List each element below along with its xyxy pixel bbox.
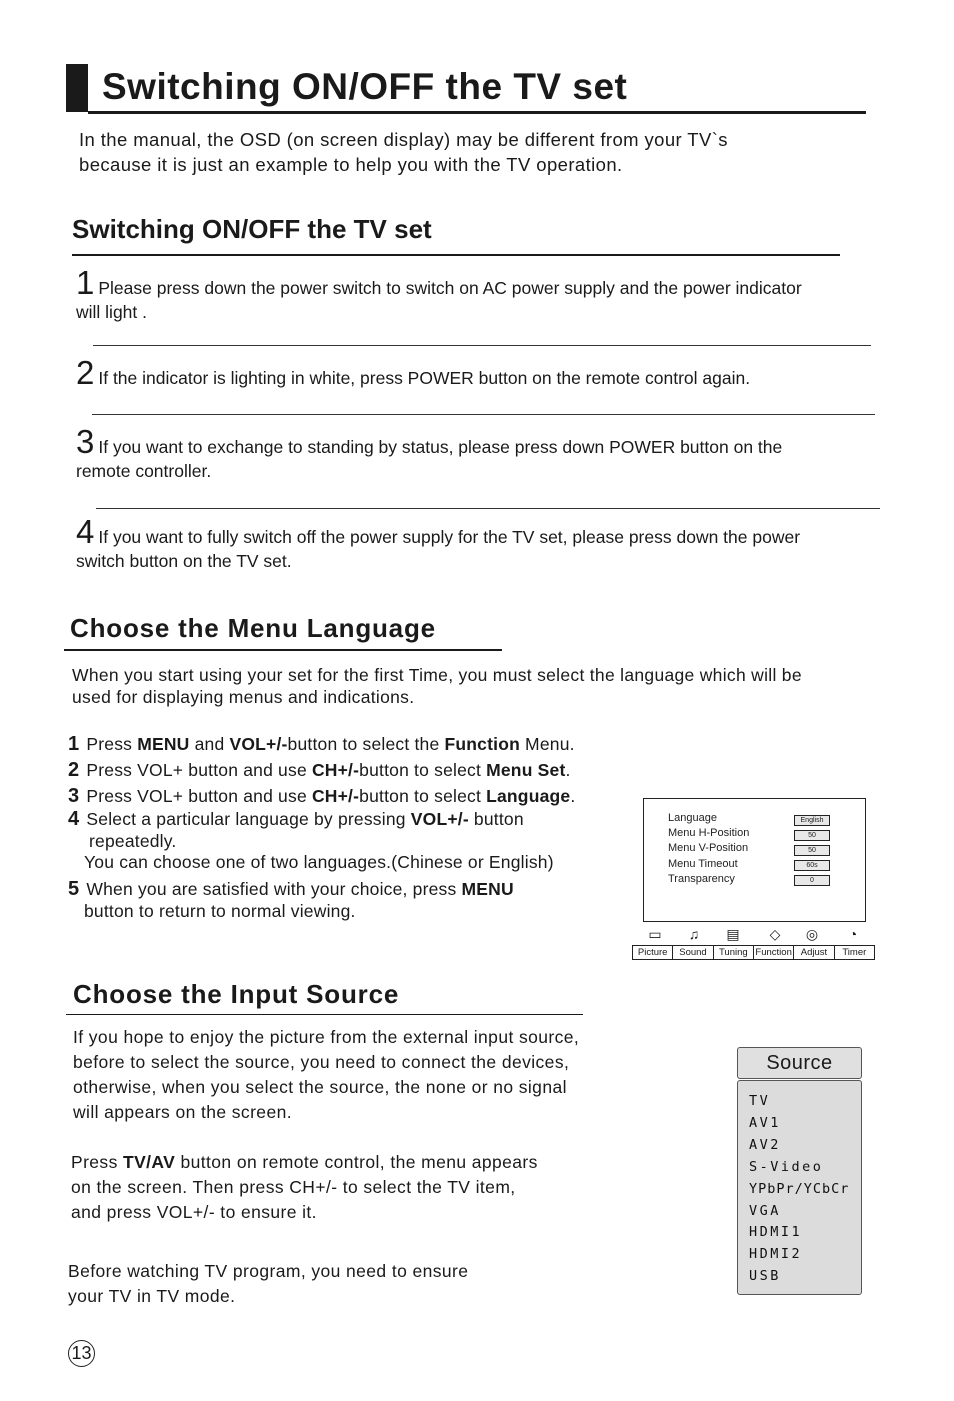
step-text: button to select: [359, 760, 487, 780]
ch-key: CH+/-: [311, 760, 360, 780]
osd-tabs: [632, 945, 875, 960]
step-text: Press: [86, 734, 138, 754]
language-step-3: [68, 783, 668, 809]
step-text: Menu.: [519, 734, 575, 754]
power-step-4: [76, 513, 916, 573]
source-item-av2: AV2: [749, 1137, 781, 1153]
source-para-line: on the screen. Then press CH+/- to select the TV item,: [71, 1177, 516, 1197]
step-text: button to return to normal viewing.: [84, 901, 356, 921]
source-para-line: before to select the source, you need to connect the devices,: [73, 1052, 570, 1072]
step-text: Press VOL+ button and use: [86, 786, 312, 806]
source-text: button on remote control, the menu appears: [175, 1152, 538, 1172]
adjust-icon: ◎: [805, 926, 819, 942]
menu-key: MENU: [137, 734, 190, 754]
step-text: and: [189, 734, 230, 754]
separator: [96, 508, 880, 509]
function-icon: ◇: [769, 926, 781, 942]
step-text: If you want to fully switch off the power supply for the TV set, please press down the power: [98, 527, 801, 547]
step-text: button: [468, 809, 524, 829]
step-text: Press VOL+ button and use: [86, 760, 312, 780]
language-step-2: [68, 757, 668, 783]
source-heading: Choose the Input Source: [73, 979, 400, 1009]
osd-row-label: Menu H-Position: [668, 827, 750, 839]
step-number: 2: [76, 354, 95, 391]
source-para-line: otherwise, when you select the source, the none or no signal: [73, 1077, 567, 1097]
source-item-ypbpr: YPbPr/YCbCr: [749, 1181, 850, 1197]
step-number: 5: [68, 878, 80, 900]
source-item-av1: AV1: [749, 1115, 781, 1131]
tuning-icon: ▤: [726, 926, 740, 942]
timer-icon: ◔: [848, 926, 858, 942]
separator: [93, 345, 871, 346]
vol-key: VOL+/-: [410, 809, 469, 829]
step-text: You can choose one of two languages.(Chinese or English): [84, 852, 554, 872]
menu-set-label: Menu Set: [486, 760, 566, 780]
source-item-usb: USB: [749, 1268, 781, 1284]
osd-tab-tuning: Tuning: [714, 946, 754, 959]
osd-tab-bar: [632, 925, 875, 960]
osd-row-value: 50: [794, 830, 830, 841]
ch-key: CH+/-: [311, 786, 360, 806]
intro-line-1: In the manual, the OSD (on screen display) may be different from your TV`s: [79, 129, 728, 150]
osd-tab-sound: Sound: [673, 946, 713, 959]
step-number: 1: [76, 264, 95, 301]
step-text: repeatedly.: [89, 830, 177, 851]
step-text: Please press down the power switch to switch on AC power supply and the power indicator: [98, 278, 802, 298]
speaker-icon: ♫: [688, 926, 700, 942]
monitor-icon: ▭: [648, 926, 662, 942]
vol-key: VOL+/-: [229, 734, 288, 754]
power-step-1: [76, 264, 906, 324]
title-bar-accent: [66, 64, 88, 112]
language-label: Language: [486, 786, 571, 806]
source-para-line: If you hope to enjoy the picture from the external input source,: [73, 1027, 580, 1047]
step-number: 1: [68, 733, 80, 755]
step-text-cont: switch button on the TV set.: [76, 551, 292, 571]
source-item-vga: VGA: [749, 1203, 781, 1219]
function-label: Function: [444, 734, 520, 754]
source-para-line: and press VOL+/- to ensure it.: [71, 1202, 317, 1222]
osd-tab-timer: Timer: [842, 947, 867, 958]
power-heading-rule: [72, 254, 840, 256]
step-text-cont: remote controller.: [76, 461, 212, 481]
source-para-1: [73, 1025, 673, 1125]
language-step-5: [68, 878, 668, 922]
source-para-line: will appears on the screen.: [73, 1102, 292, 1122]
power-step-3: [76, 423, 906, 483]
source-para-line: your TV in TV mode.: [68, 1286, 236, 1306]
power-heading: Switching ON/OFF the TV set: [72, 214, 432, 244]
source-menu-title: Source: [737, 1047, 862, 1079]
language-heading: Choose the Menu Language: [70, 613, 436, 643]
language-step-4: [68, 809, 668, 874]
osd-tab-function: Function: [754, 946, 794, 959]
osd-row-value: 50: [794, 845, 830, 856]
osd-menu-illustration: [643, 798, 866, 922]
step-text: If the indicator is lighting in white, press POWER button on the remote control again.: [98, 368, 751, 388]
source-para-3: [68, 1259, 668, 1309]
intro-line-2: because it is just an example to help you with the TV operation.: [79, 154, 623, 175]
step-text: button to select: [359, 786, 487, 806]
osd-row-value: 0: [794, 875, 830, 886]
title-underline: [88, 111, 866, 114]
step-text: Select a particular language by pressing: [86, 809, 411, 829]
osd-row-value: English: [794, 815, 830, 826]
source-para-line: [71, 1150, 671, 1175]
step-number: 4: [68, 808, 80, 830]
step-number: 4: [76, 513, 95, 550]
source-item-hdmi1: HDMI1: [749, 1224, 803, 1240]
language-heading-rule: [64, 649, 502, 651]
osd-row-label: Language: [668, 812, 717, 824]
menu-key: MENU: [461, 879, 514, 899]
source-para-line: Before watching TV program, you need to ensure: [68, 1261, 469, 1281]
step-text: If you want to exchange to standing by status, please press down POWER button on the: [98, 437, 783, 457]
source-menu-list: [737, 1080, 862, 1295]
intro-text: [79, 127, 899, 177]
page-number: 13: [68, 1340, 95, 1367]
step-number: 3: [76, 423, 95, 460]
language-step-1: [68, 731, 668, 757]
step-number: 2: [68, 759, 80, 781]
language-intro: [72, 665, 912, 708]
osd-row-label: Menu V-Position: [668, 842, 749, 854]
source-item-hdmi2: HDMI2: [749, 1246, 803, 1262]
osd-row-value: 60s: [794, 860, 830, 871]
osd-tab-picture: Picture: [633, 946, 673, 959]
osd-row-label: Transparency: [668, 873, 735, 885]
source-item-svideo: S-Video: [749, 1159, 824, 1175]
separator: [92, 414, 875, 415]
step-text-cont: will light .: [76, 302, 147, 322]
source-para-2: [71, 1150, 671, 1225]
step-number: 3: [68, 785, 80, 807]
language-intro-line-2: used for displaying menus and indications.: [72, 686, 415, 707]
step-text: button to select the: [287, 734, 445, 754]
osd-row-label: Menu Timeout: [668, 858, 738, 870]
power-step-2: [76, 354, 906, 391]
step-text: When you are satisfied with your choice, press: [86, 879, 462, 899]
source-heading-rule: [66, 1014, 583, 1015]
source-item-tv: TV: [749, 1093, 771, 1109]
page-title: Switching ON/OFF the TV set: [102, 66, 628, 107]
tvav-key: TV/AV: [123, 1152, 176, 1172]
step-text: .: [570, 786, 576, 806]
source-text: Press: [71, 1152, 123, 1172]
language-intro-line-1: When you start using your set for the first Time, you must select the language which will be: [72, 665, 802, 685]
osd-tab-adjust: Adjust: [794, 946, 834, 959]
step-text: .: [565, 760, 571, 780]
